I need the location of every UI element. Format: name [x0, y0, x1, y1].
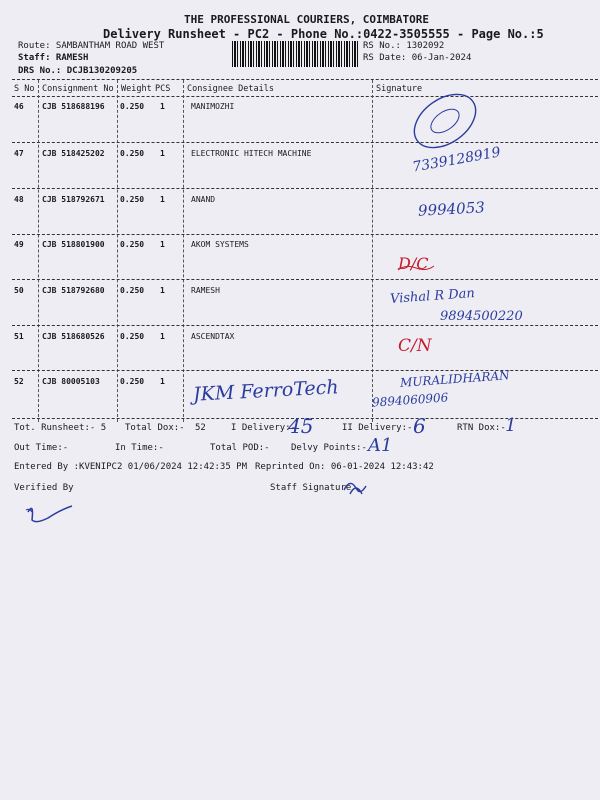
row48-handwriting: 9994053: [417, 198, 486, 220]
staff-label: Staff: RAMESH: [18, 53, 89, 63]
row-consignment: CJB 518425202: [42, 149, 105, 158]
entered-by: Entered By :KVENIPC2 01/06/2024 12:42:35 PM: [14, 462, 247, 472]
row-consignment: CJB 518792680: [42, 286, 105, 295]
col-sno: S No: [14, 84, 35, 94]
i-delivery-label: I Delivery:-: [231, 423, 297, 433]
row-consignment: CJB 518801900: [42, 240, 105, 249]
row-consignee: ASCENDTAX: [191, 332, 235, 341]
col-consignee: Consignee Details: [187, 84, 274, 94]
row-weight: 0.250: [120, 195, 145, 204]
ii-delivery-value: 6: [413, 414, 426, 438]
staff-signature-label: Staff Signature: [270, 483, 352, 493]
col-consignment: Consignment No: [42, 84, 114, 94]
in-time-label: In Time:-: [115, 443, 164, 453]
row-pcs: 1: [160, 286, 165, 295]
row-weight: 0.250: [120, 149, 145, 158]
verified-by-label: Verified By: [14, 483, 74, 493]
tot-runsheet: Tot. Runsheet:- 5: [14, 423, 107, 433]
ii-delivery-label: II Delivery:-: [342, 423, 413, 433]
row-consignee: MANIMOZHI: [191, 102, 235, 111]
divider: [12, 142, 598, 143]
col-signature: Signature: [376, 84, 423, 94]
rs-number: RS No.: 1302092: [363, 41, 445, 51]
row47-handwriting: 7339128919: [411, 144, 502, 176]
col-weight: Weight: [121, 84, 152, 94]
row-sno: 50: [14, 286, 24, 295]
runsheet-title: Delivery Runsheet - PC2 - Phone No.:0422-3505555 - Page No.:5: [103, 27, 544, 41]
row52-handwriting-company: JKM FerroTech: [192, 376, 340, 406]
row-sno: 52: [14, 377, 24, 386]
row-pcs: 1: [160, 149, 165, 158]
row-weight: 0.250: [120, 332, 145, 341]
row-consignment: CJB 518792671: [42, 195, 105, 204]
row-weight: 0.250: [120, 377, 145, 386]
row49-mark: [396, 262, 436, 274]
row-pcs: 1: [160, 195, 165, 204]
row-weight: 0.250: [120, 102, 145, 111]
divider: [12, 79, 598, 80]
row49-handwriting: D/C: [398, 254, 429, 273]
row52-handwriting-name: MURALIDHARAN: [399, 368, 511, 390]
row-sno: 49: [14, 240, 24, 249]
barcode: [232, 41, 358, 67]
row-sno: 48: [14, 195, 24, 204]
staff-signature: [340, 476, 370, 500]
delvy-points-label: Delvy Points:-: [291, 443, 367, 453]
reprinted-on: Reprinted On: 06-01-2024 12:43:42: [255, 462, 434, 472]
total-dox-label: Total Dox:-: [125, 423, 185, 433]
rtn-dox-value: 1: [505, 415, 517, 436]
total-dox-value: 52: [195, 423, 206, 433]
row50-handwriting-phone: 9894500220: [440, 309, 523, 324]
rs-date: RS Date: 06-Jan-2024: [363, 53, 472, 63]
divider: [12, 325, 598, 326]
row-consignee: ELECTRONIC HITECH MACHINE: [191, 149, 312, 158]
row-weight: 0.250: [120, 240, 145, 249]
total-pod-label: Total POD:-: [210, 443, 270, 453]
bank-stamp: [405, 86, 485, 156]
route-label: Route: SAMBANTHAM ROAD WEST: [18, 41, 165, 51]
row-consignment: CJB 518688196: [42, 102, 105, 111]
row-pcs: 1: [160, 240, 165, 249]
company-title: THE PROFESSIONAL COURIERS, COIMBATORE: [184, 13, 430, 26]
i-delivery-value: 45: [288, 414, 314, 438]
row-weight: 0.250: [120, 286, 145, 295]
verifier-signature: [20, 490, 80, 530]
col-pcs: PCS: [155, 84, 171, 94]
row-sno: 51: [14, 332, 24, 341]
row-consignment: CJB 80005103: [42, 377, 100, 386]
row50-handwriting-name: Vishal R Dan: [389, 286, 476, 307]
rtn-dox-label: RTN Dox:-: [457, 423, 506, 433]
divider: [12, 188, 598, 189]
out-time-label: Out Time:-: [14, 443, 69, 453]
row-consignee: AKOM SYSTEMS: [191, 240, 249, 249]
drs-label: DRS No.: DCJB130209205: [18, 66, 138, 76]
divider: [12, 234, 598, 235]
row-pcs: 1: [160, 332, 165, 341]
row51-handwriting: C/N: [398, 336, 432, 356]
row-pcs: 1: [160, 377, 165, 386]
delvy-points-value: A1: [368, 435, 393, 456]
row-consignee: RAMESH: [191, 286, 220, 295]
row-consignee: ANAND: [191, 195, 216, 204]
divider: [12, 279, 598, 280]
divider: [12, 370, 598, 371]
row-sno: 46: [14, 102, 24, 111]
row-pcs: 1: [160, 102, 165, 111]
divider: [12, 96, 598, 97]
row-sno: 47: [14, 149, 24, 158]
row-consignment: CJB 518680526: [42, 332, 105, 341]
row52-handwriting-phone: 9894060906: [371, 390, 449, 410]
